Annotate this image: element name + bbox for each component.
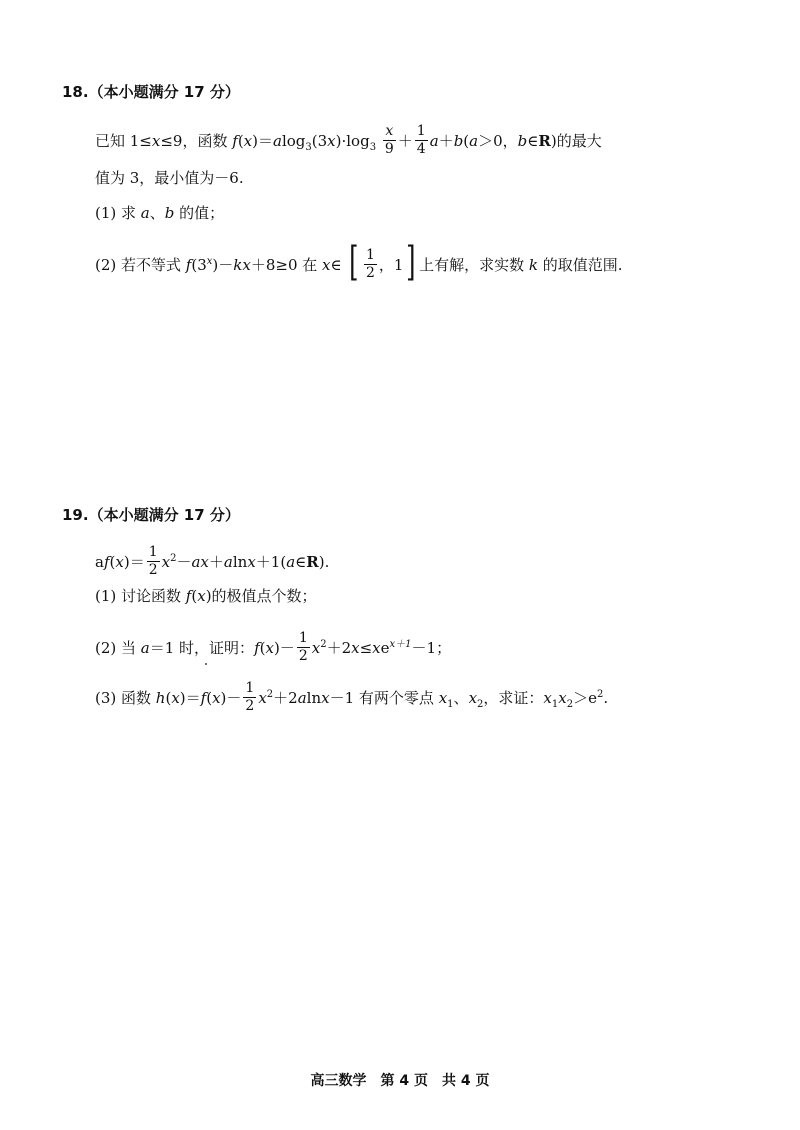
var-ax: ax: [191, 553, 209, 572]
q18-title: [62, 85, 240, 100]
text: (3: [191, 256, 207, 274]
text: )－: [273, 639, 295, 658]
ln: ln: [306, 689, 322, 708]
text: (: [463, 132, 470, 151]
text: )的最大: [550, 132, 602, 151]
euler-e: e: [380, 639, 390, 658]
text: －1；: [411, 639, 452, 658]
var-f: f: [254, 639, 260, 658]
text: ＋1(: [255, 553, 287, 572]
text: 的值；: [174, 204, 225, 222]
text: ).: [318, 553, 330, 572]
fraction-1-over-4: [415, 124, 428, 156]
fraction-1-over-2: [297, 631, 310, 663]
text: －: [176, 553, 192, 572]
text: ，1: [378, 256, 404, 274]
text: ＞e: [573, 689, 597, 708]
var-x: x: [212, 689, 221, 708]
var-x: x: [151, 132, 161, 151]
q19-number: 19.: [62, 506, 89, 524]
text: (2) 当: [95, 639, 141, 658]
var-x: x: [351, 639, 360, 658]
set-R: R: [538, 132, 551, 151]
text: (: [191, 587, 198, 605]
text: ＋2: [273, 689, 298, 708]
exponent: 2: [320, 639, 327, 651]
var-a: a: [140, 639, 150, 658]
var-x: x: [197, 587, 206, 605]
log: log: [281, 132, 306, 151]
q18-part1: [95, 206, 224, 221]
right-bracket: ]: [406, 239, 416, 285]
var-a: a: [223, 553, 233, 572]
var-x1: x: [543, 689, 552, 708]
text: ∈: [330, 256, 342, 274]
text: ，求证：: [483, 689, 544, 708]
var-x: x: [115, 553, 124, 572]
text: (2) 若不等式: [95, 256, 186, 274]
q19-part2: [95, 630, 452, 665]
numerator: 1: [245, 680, 255, 696]
var-h: h: [155, 689, 166, 708]
text: ＋2: [326, 639, 352, 658]
numerator: x: [383, 124, 396, 141]
text: ＝1 时，证明：: [149, 639, 255, 658]
fraction-x-over-9: [383, 124, 396, 156]
subscript: 2: [566, 699, 574, 711]
text: .: [603, 689, 609, 708]
text: 、: [149, 204, 165, 222]
fraction-1-over-2: [364, 248, 377, 280]
text: 的取值范围.: [537, 256, 623, 274]
text: (: [206, 689, 213, 708]
var-x: x: [265, 639, 274, 658]
text: ＋8≥0 在: [250, 256, 323, 274]
set-R: R: [306, 553, 319, 572]
left-bracket: [: [349, 239, 359, 285]
exponent: 2: [597, 689, 604, 701]
numerator: 1: [298, 630, 308, 646]
text: )－: [220, 689, 242, 708]
text: )·log: [335, 132, 370, 151]
var-a: a: [140, 204, 150, 222]
text: 上有解，求实数: [419, 256, 529, 274]
denominator: 2: [298, 647, 308, 664]
numerator: 1: [416, 123, 426, 139]
var-k: k: [528, 256, 538, 274]
var-a: a: [273, 132, 282, 151]
denominator: 2: [366, 264, 375, 281]
var-x: x: [372, 639, 381, 658]
subscript: 1: [551, 699, 559, 711]
text: ≤: [359, 639, 373, 658]
text: (3) 函数: [95, 689, 156, 708]
fraction-1-over-2: [243, 681, 256, 713]
text: ＋: [397, 132, 413, 151]
numerator: 1: [366, 246, 375, 263]
text: ∈: [295, 553, 307, 572]
subscript: 2: [477, 699, 484, 711]
text: －1 有两个零点: [329, 689, 439, 708]
text: )的极值点个数；: [205, 587, 317, 605]
text: (: [259, 639, 266, 658]
var-x: x: [243, 132, 253, 151]
q18-heading: （本小题满分 17 分）: [88, 83, 240, 101]
var-x2: x: [468, 689, 478, 708]
var-x: x: [321, 689, 330, 708]
text: (: [165, 689, 172, 708]
q18-part2: [95, 239, 623, 286]
var-b: b: [164, 204, 175, 222]
var-x: x: [247, 553, 256, 572]
var-x1: x: [438, 689, 448, 708]
var-b: b: [517, 132, 528, 151]
fraction-1-over-2: [147, 545, 160, 577]
var-f: f: [200, 689, 207, 708]
text: 已知 1≤: [95, 132, 152, 151]
var-f: f: [232, 132, 238, 151]
q19-title: [62, 508, 240, 523]
exponent: 2: [266, 689, 274, 701]
var-a: a: [297, 689, 307, 708]
ln: ln: [232, 553, 248, 572]
subscript: 1: [447, 699, 454, 711]
stray-dot: [205, 663, 207, 665]
q18-number: 18.: [62, 83, 89, 101]
text: ＞0，: [478, 132, 518, 151]
exponent: x＋1: [389, 639, 412, 651]
text: a: [95, 553, 104, 572]
var-x: x: [322, 256, 331, 274]
q18-stem-line2: 值为 3，最小值为－6.: [95, 169, 244, 187]
var-f: f: [185, 587, 192, 605]
numerator: 1: [148, 544, 158, 560]
var-f: f: [103, 553, 110, 572]
text: ≤9，函数: [160, 132, 233, 151]
text: )＝: [123, 553, 145, 572]
var-f: f: [185, 256, 192, 274]
text: (: [109, 553, 116, 572]
q19-heading: （本小题满分 17 分）: [88, 506, 240, 524]
q19-stem: [95, 544, 330, 579]
var-x: x: [258, 689, 267, 708]
text: (: [237, 132, 244, 151]
text: 、: [453, 689, 469, 708]
text: ∈: [527, 132, 539, 151]
var-x: x: [161, 553, 171, 572]
q18-stem-line1: [95, 123, 602, 158]
page-footer: 高三数学 第 4 页 共 4 页: [310, 1073, 490, 1089]
var-b: b: [453, 132, 464, 151]
exponent: 2: [170, 553, 177, 565]
q19-part1: [95, 589, 317, 604]
var-x: x: [171, 689, 180, 708]
text: (1) 求: [95, 204, 141, 222]
text: ＋: [438, 132, 454, 151]
var-x2: x: [558, 689, 567, 708]
text: )＝: [179, 689, 201, 708]
log-base: 3: [305, 142, 312, 154]
var-x: x: [327, 132, 336, 151]
exponent: x: [206, 256, 213, 267]
text: )＝: [252, 132, 273, 151]
var-x: x: [311, 639, 321, 658]
text: (1) 讨论函数: [95, 587, 186, 605]
q19-part3: [95, 680, 609, 715]
denominator: 2: [148, 561, 158, 578]
text: (3: [311, 132, 328, 151]
var-a: a: [286, 553, 296, 572]
log-base: 3: [369, 142, 377, 154]
denominator: 4: [416, 140, 426, 157]
denominator: 9: [384, 140, 394, 157]
var-a: a: [429, 132, 439, 151]
text: ＋: [208, 553, 224, 572]
var-a: a: [469, 132, 479, 151]
text: )－: [212, 256, 234, 274]
denominator: 2: [245, 697, 255, 714]
var-kx: kx: [233, 256, 251, 274]
